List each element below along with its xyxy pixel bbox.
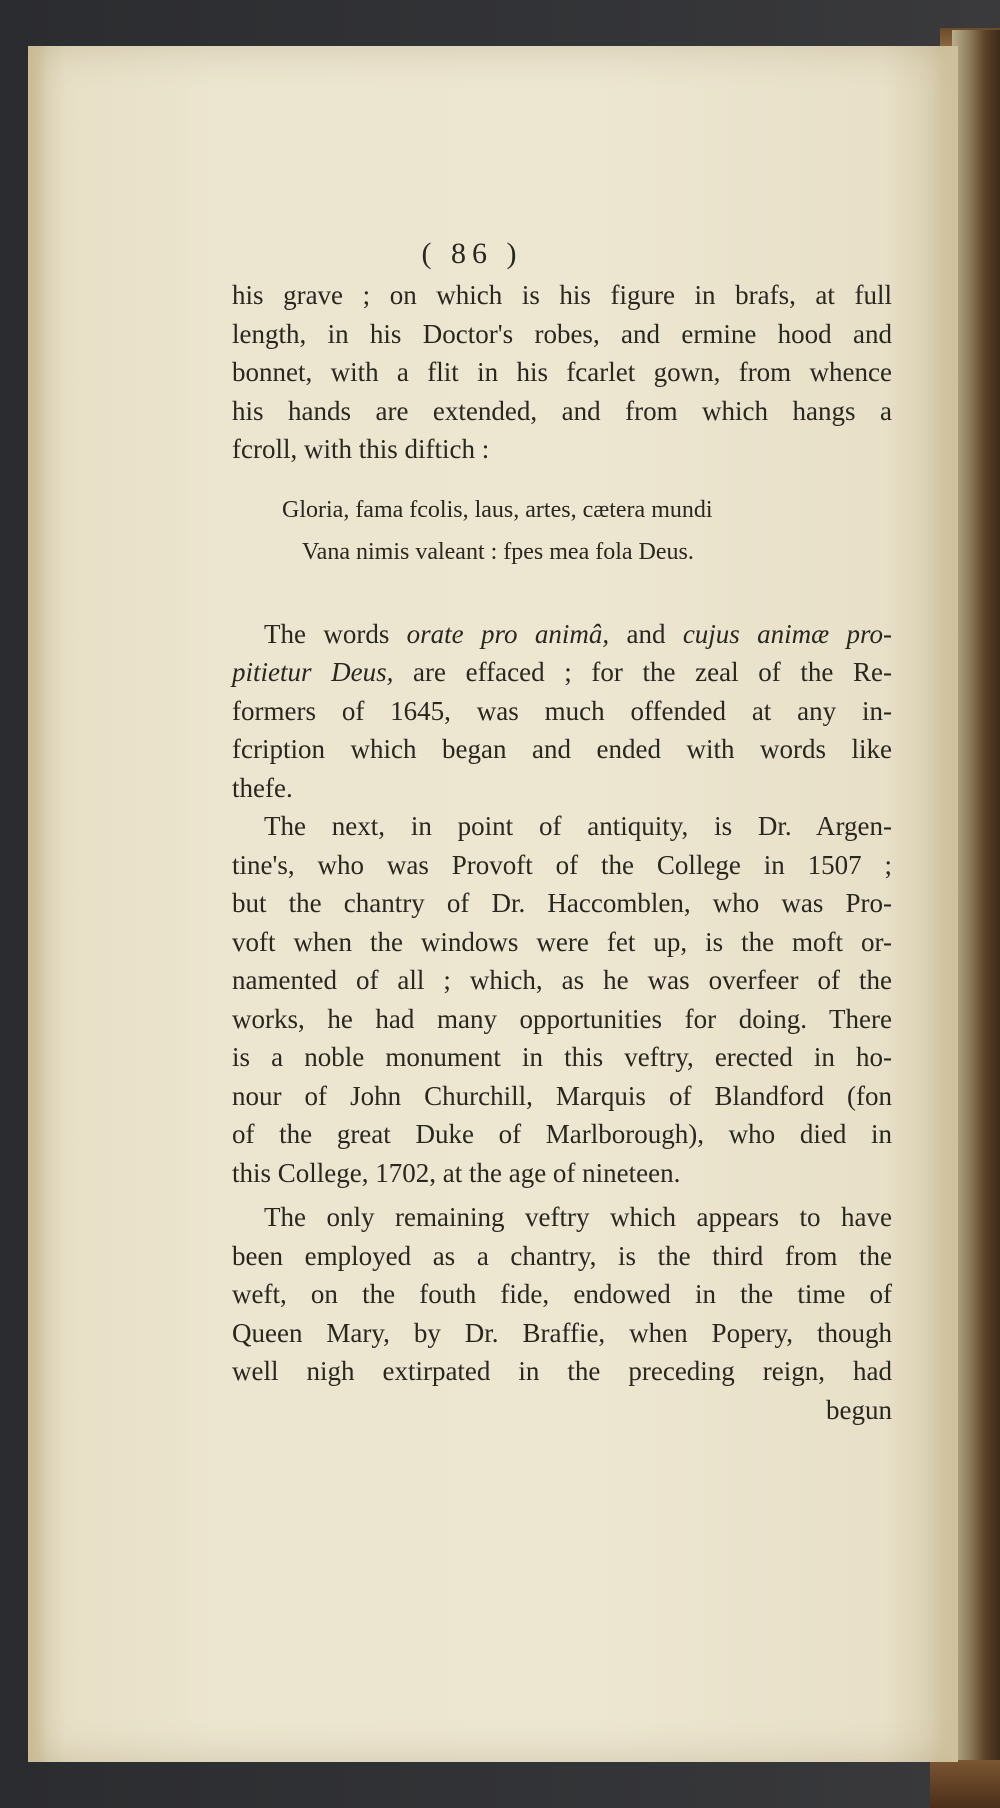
italic-run: pitietur Deus, [232, 657, 394, 687]
text-line: thefe. [232, 772, 293, 803]
text-line: well nigh extirpated in the preceding reign, had [232, 1356, 892, 1386]
text-line: nour of John Churchill, Marquis of Blandford (fon [232, 1080, 892, 1111]
page-number: ( 86 ) [421, 237, 523, 270]
verse-line: Vana nimis valeant : fpes mea fola Deus. [302, 538, 694, 565]
text-line: fcription which began and ended with words like [232, 734, 892, 764]
text-line: this College, 1702, at the age of nineteen. [232, 1157, 681, 1188]
paragraph-1 [232, 276, 892, 469]
text-line: weft, on the fouth fide, endowed in the time of [232, 1279, 892, 1309]
paragraph-4 [232, 1198, 892, 1429]
text-line: The next, in point of antiquity, is Dr. Argen- [264, 811, 892, 841]
verse-line: Gloria, fama fcolis, laus, artes, cætera mundi [282, 496, 713, 523]
text-line: fcroll, with this diftich : [232, 434, 490, 464]
paragraph-2 [232, 615, 892, 808]
text-line: bonnet, with a flit in his fcarlet gown, from whence [232, 357, 892, 387]
text-line: length, in his Doctor's robes, and ermine hood and [232, 318, 892, 349]
text-line-mixed [232, 653, 892, 692]
text-line: Queen Mary, by Dr. Braffie, when Popery, though [232, 1317, 892, 1348]
text-line: his grave ; on which is his figure in brafs, at full [232, 280, 892, 310]
text-line: works, he had many opportunities for doing. There [232, 1003, 892, 1034]
text-line: been employed as a chantry, is the third from the [232, 1240, 892, 1271]
italic-run: cujus animæ pro- [682, 618, 893, 649]
text-line: formers of 1645, was much offended at any in- [232, 695, 892, 726]
latin-distich [232, 489, 892, 573]
paragraph-3 [232, 807, 892, 1192]
book-cover-bottom-edge [930, 1760, 1000, 1808]
page-text-block [232, 232, 892, 1429]
text-run: The words [264, 618, 407, 649]
text-line: namented of all ; which, as he was overfeer of the [232, 965, 892, 995]
text-line: voft when the windows were fet up, is the moft or- [232, 926, 892, 957]
text-line-mixed [232, 615, 892, 654]
text-line: of the great Duke of Marlborough), who died in [232, 1119, 892, 1149]
book-page-edges [952, 30, 1000, 1790]
text-line: but the chantry of Dr. Haccomblen, who was Pro- [232, 888, 892, 918]
catchword: begun [826, 1394, 892, 1425]
italic-run: orate pro animâ, [406, 618, 610, 649]
page-gutter-shadow [28, 46, 46, 1762]
page-fold-shadow [932, 46, 958, 1762]
text-line: tine's, who was Provoft of the College in 1507 ; [232, 849, 892, 880]
text-line: The only remaining veftry which appears to have [264, 1202, 892, 1232]
text-line: his hands are extended, and from which hangs a [232, 395, 892, 426]
text-run: and [609, 618, 683, 649]
text-run: are effaced ; for the zeal of the Re- [393, 657, 892, 687]
text-line: is a noble monument in this veftry, erected in ho- [232, 1042, 892, 1072]
